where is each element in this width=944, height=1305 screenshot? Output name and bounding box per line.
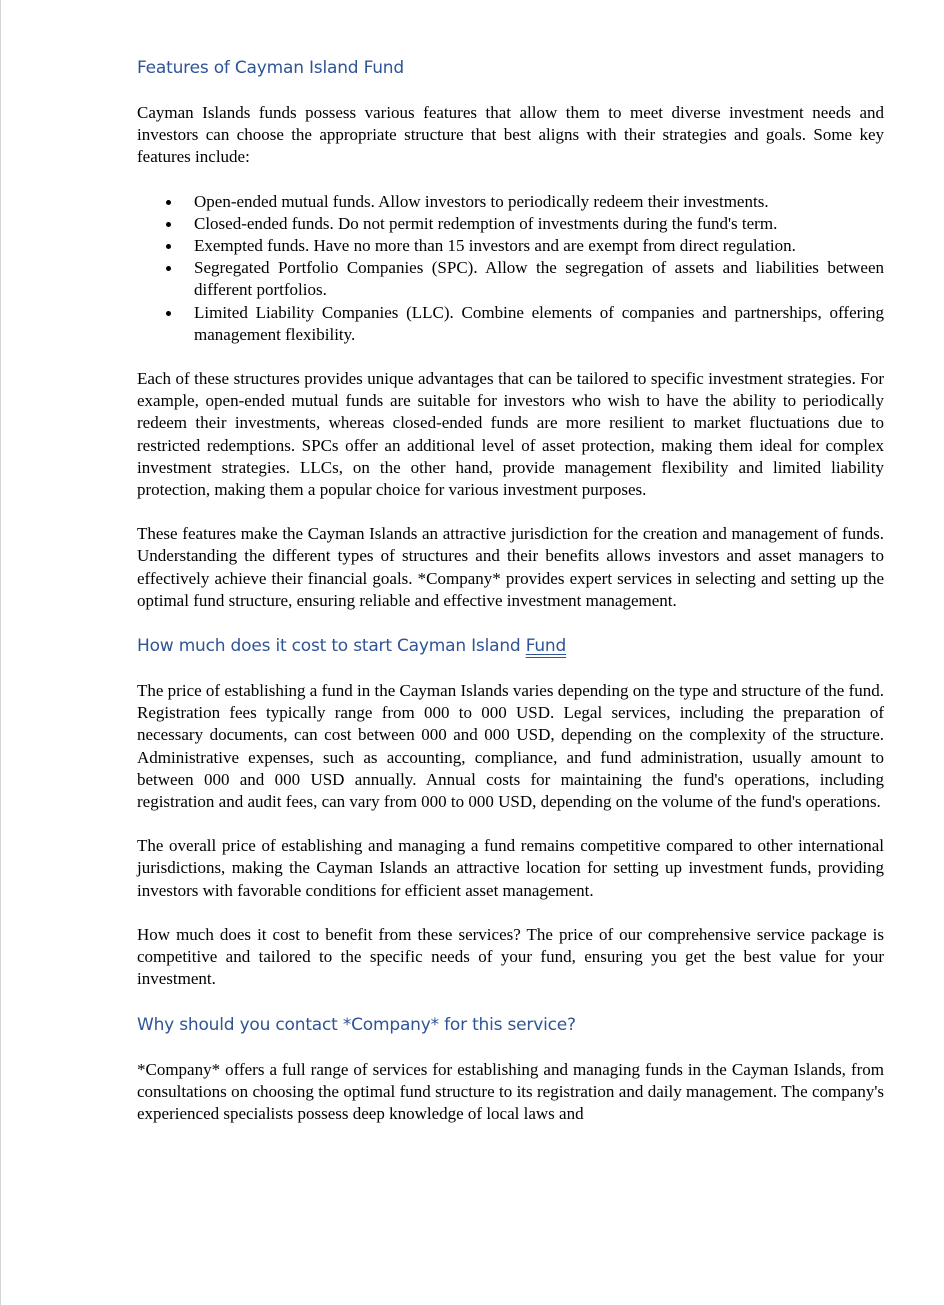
list-item: Closed-ended funds. Do not permit redemption of investments during the fund's term.	[194, 213, 884, 235]
paragraph-structures: Each of these structures provides unique advantages that can be tailored to specific investment strategies. For example, open-ended mutual funds are suitable for investors who wish to have the ability to periodically redeem their investments, whereas closed-ended funds are more resilient to market fluctuations due to restricted redemptions. SPCs offer an additional level of asset protection, making them ideal for complex investment strategies. LLCs, on the other hand, provide management flexibility and limited liability protection, making them a popular choice for various investment purposes.	[137, 369, 884, 500]
paragraph-why-contact: *Company* offers a full range of services for establishing and managing funds in the Cayman Islands, from consultations on choosing the optimal fund structure to its registration and daily management. The company's experienced specialists possess deep knowledge of local laws and	[137, 1059, 884, 1123]
heading-cost-text: How much does it cost to start Cayman Island	[137, 636, 526, 657]
list-item: Open-ended mutual funds. Allow investors to periodically redeem their investments.	[194, 191, 884, 213]
heading-cost	[137, 632, 884, 660]
paragraph-cost-services: How much does it cost to benefit from these services? The price of our comprehensive service package is competitive and tailored to the specific needs of your fund, ensuring you get the best value for your investment.	[137, 924, 884, 989]
list-item: Segregated Portfolio Companies (SPC). Allow the segregation of assets and liabilities between different portfolios.	[194, 257, 884, 301]
list-item: Limited Liability Companies (LLC). Combine elements of companies and partnerships, offering management flexibility.	[194, 302, 884, 346]
heading-cost-underlined-word: Fund	[525, 636, 567, 657]
paragraph-features-summary: These features make the Cayman Islands an attractive jurisdiction for the creation and management of funds. Understanding the different types of structures and their benefits allows investors and asset managers to effectively achieve their financial goals. *Company* provides expert services in selecting and setting up the optimal fund structure, ensuring reliable and effective investment management.	[137, 524, 884, 610]
heading-features: Features of Cayman Island Fund	[137, 58, 404, 78]
paragraph-cost-overall: The overall price of establishing and managing a fund remains competitive compared to other international jurisdictions, making the Cayman Islands an attractive location for setting up investment funds, providing investors with favorable conditions for efficient asset management.	[137, 836, 884, 900]
heading-why-contact: Why should you contact *Company* for this service?	[137, 1014, 576, 1035]
features-list	[137, 191, 884, 346]
document-body	[137, 54, 884, 1125]
paragraph-cost-details: The price of establishing a fund in the Cayman Islands varies depending on the type and structure of the fund. Registration fees typically range from 000 to 000 USD. Legal services, including the preparation of necessary documents, can cost between 000 and 000 USD, depending on the complexity of the structure. Administrative expenses, such as accounting, compliance, and fund administration, usually amount to between 000 and 000 USD annually. Annual costs for maintaining the fund's operations, including registration and audit fees, can vary from 000 to 000 USD, depending on the volume of the fund's operations.	[137, 681, 884, 812]
list-item: Exempted funds. Have no more than 15 investors and are exempt from direct regulation.	[194, 235, 884, 257]
paragraph-features-intro: Cayman Islands funds possess various features that allow them to meet diverse investment needs and investors can choose the appropriate structure that best aligns with their strategies and goals. Some key features include:	[137, 103, 884, 167]
